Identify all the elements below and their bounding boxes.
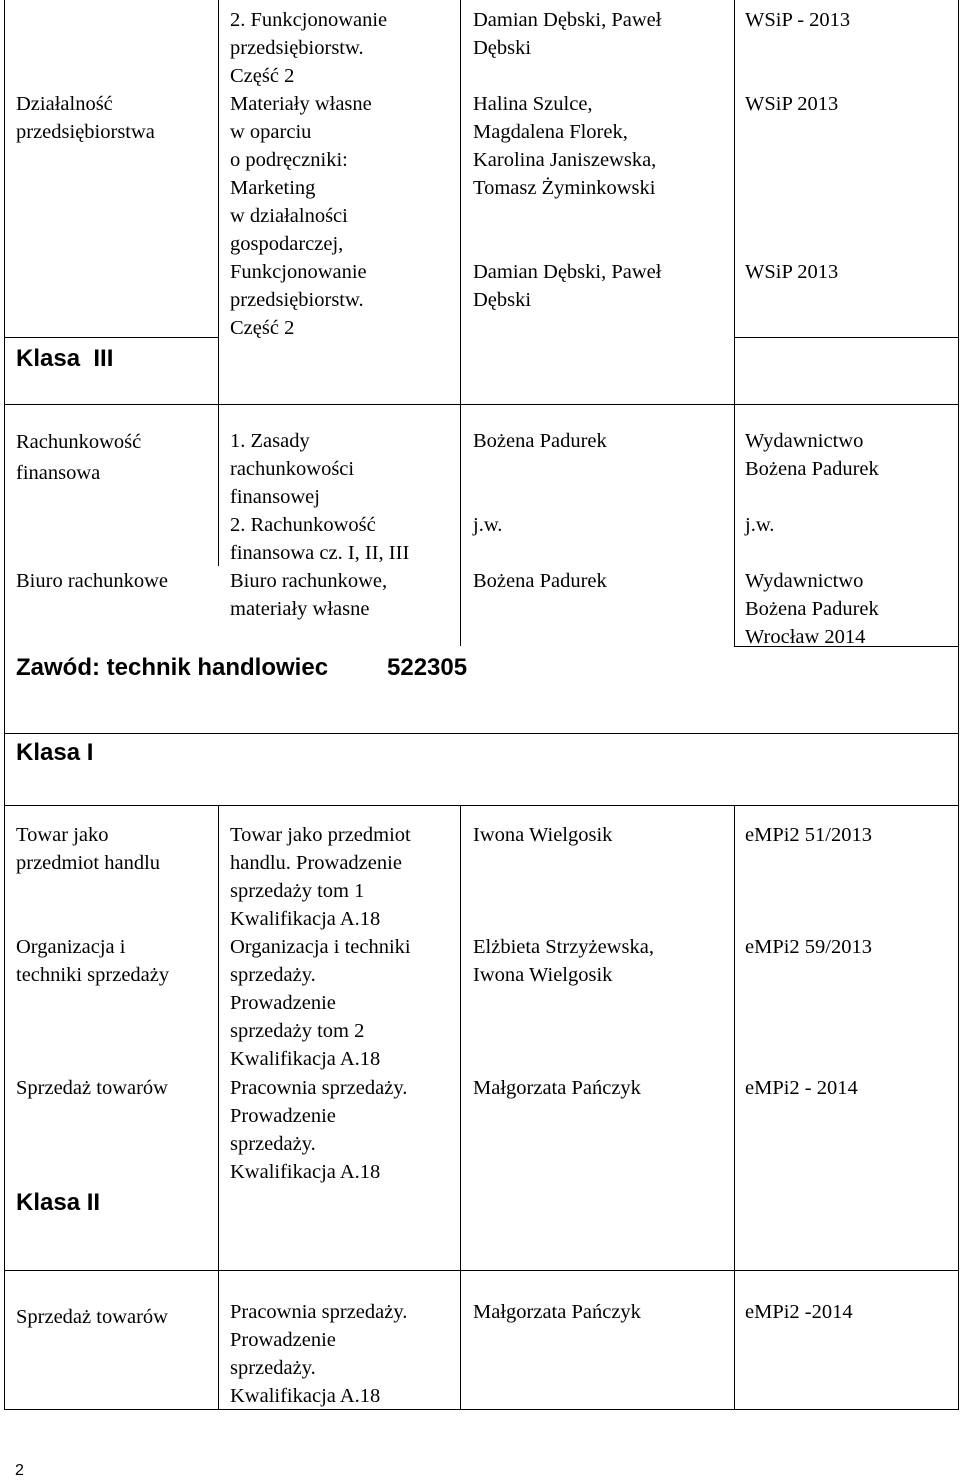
subject-cell: Sprzedaż towarów [16,1077,168,1099]
textbooks-cell: 1. Zasady rachunkowości finansowej 2. Rachunkowość finansowa cz. I, II, III [230,430,410,564]
textbooks-cell: Pracownia sprzedaży. Prowadzenie sprzedaży. Kwalifikacja A.18 [230,1301,408,1407]
publisher-note: j.w. [745,514,775,536]
row-divider [734,337,959,338]
publisher-cell: WSiP 2013 [745,93,839,115]
textbooks-cell: Organizacja i techniki sprzedaży. Prowadzenie sprzedaży tom 2 Kwalifikacja A.18 [230,936,411,1070]
author-cell: Damian Dębski, Paweł Dębski [473,261,662,311]
author-cell: Iwona Wielgosik [473,824,613,846]
class-heading: Klasa III [16,345,114,372]
textbooks-cell: Towar jako przedmiot handlu. Prowadzenie sprzedaży tom 1 Kwalifikacja A.18 [230,824,411,930]
publisher-cell: WSiP 2013 [745,261,839,283]
col-divider [218,0,219,404]
textbooks-cell: Pracownia sprzedaży. Prowadzenie sprzedaży. Kwalifikacja A.18 [230,1077,408,1183]
author-cell: Halina Szulce, Magdalena Florek, Karolina Janiszewska, Tomasz Żyminkowski [473,93,657,199]
row-divider [4,733,959,734]
profession-heading: Zawód: technik handlowiec [16,654,329,681]
publisher-cell: Wydawnictwo Bożena Padurek Wrocław 2014 [745,570,879,648]
subject-cell: Towar jako przedmiot handlu [16,824,161,874]
publisher-cell: WSiP - 2013 [745,9,851,31]
author-cell: Bożena Padurek [473,430,607,452]
row-divider [4,337,219,338]
col-divider [460,805,461,1410]
publisher-cell: eMPi2 59/2013 [745,936,872,958]
class-heading: Klasa I [16,739,94,766]
class-heading: Klasa II [16,1189,101,1216]
row-divider [4,1270,959,1271]
textbooks-cell: Biuro rachunkowe, materiały własne [230,570,388,620]
profession-code: 522305 [387,654,468,681]
author-cell: Bożena Padurek [473,570,607,592]
publisher-cell: eMPi2 51/2013 [745,824,872,846]
col-divider [734,404,735,646]
author-cell: Damian Dębski, Paweł Dębski [473,9,662,59]
textbooks-cell: 2. Funkcjonowanie przedsiębiorstw. Część 2 Materiały własne w oparciu o podręczniki: Marketing w działalności gospodarczej, Funkcjonowanie przedsiębiorstw. Część 2 [230,9,388,339]
subject-cell: Działalność przedsiębiorstwa [16,93,155,143]
author-cell: Elżbieta Strzyżewska, Iwona Wielgosik [473,936,655,986]
col-divider [734,0,735,404]
table-border-right [958,0,959,1410]
author-cell: Małgorzata Pańczyk [473,1301,641,1323]
col-divider [218,404,219,566]
table-border-bottom [4,1409,959,1410]
subject-cell: Sprzedaż towarów [16,1306,168,1328]
row-divider [4,805,959,806]
table-border-left [4,0,5,1410]
col-divider [734,805,735,1410]
author-cell: Małgorzata Pańczyk [473,1077,641,1099]
author-note: j.w. [473,514,503,536]
subject-cell: Rachunkowość finansowa [16,431,142,484]
publisher-cell: eMPi2 - 2014 [745,1077,858,1099]
subject-cell: Organizacja i techniki sprzedaży [16,936,170,986]
publisher-cell: Wydawnictwo Bożena Padurek [745,430,879,480]
publisher-cell: eMPi2 -2014 [745,1301,853,1323]
col-divider [460,404,461,646]
row-divider [4,404,959,405]
col-divider [460,0,461,404]
col-divider [218,805,219,1410]
subject-cell: Biuro rachunkowe [16,570,168,592]
page-number: 2 [15,1462,24,1479]
